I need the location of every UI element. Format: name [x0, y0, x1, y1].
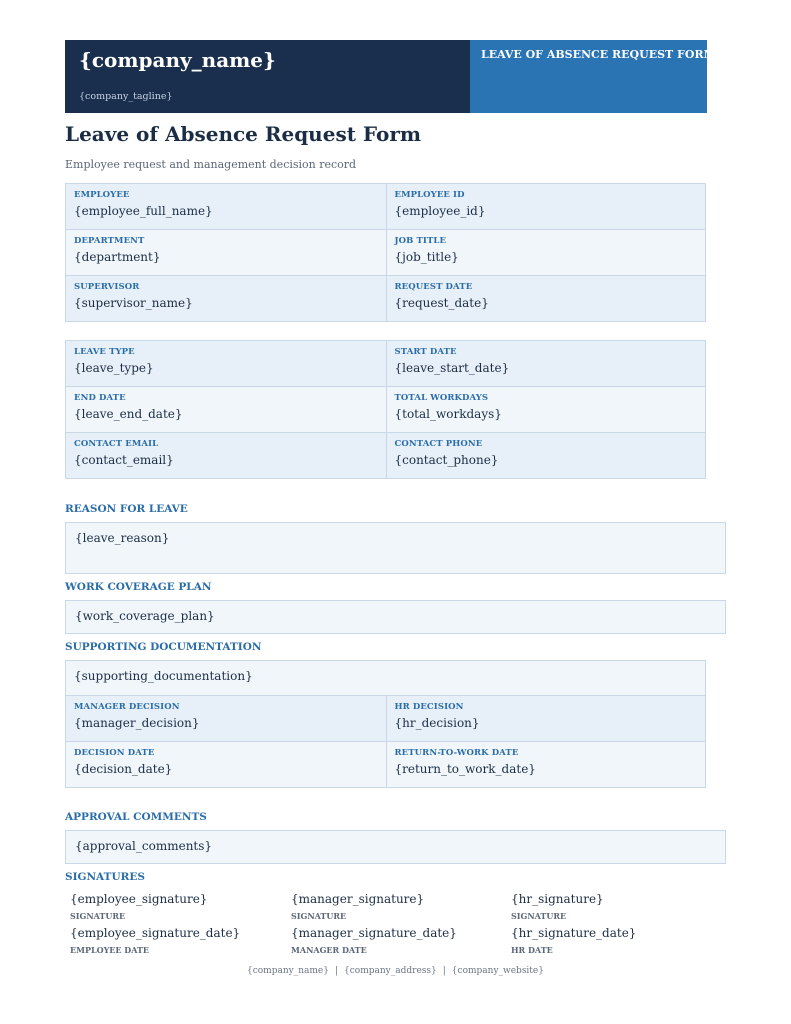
employee-cell [66, 184, 386, 229]
hr-signature-field[interactable]: {hr_signature} [511, 892, 604, 906]
grid-row [66, 386, 705, 432]
start-date-cell [386, 341, 706, 386]
start-date-field[interactable]: {leave_start_date} [394, 361, 510, 375]
form-label: LEAVE OF ABSENCE REQUEST FORM [481, 48, 716, 61]
decision-date-cell [66, 742, 386, 787]
manager-signature-field[interactable]: {manager_signature} [291, 892, 425, 906]
grid-row [66, 275, 705, 321]
request-date-field[interactable]: {request_date} [394, 296, 489, 310]
total-workdays-cell [386, 387, 706, 432]
contact-phone-field[interactable]: {contact_phone} [394, 453, 499, 467]
manager-decision-cell [66, 696, 386, 741]
signature-label: SIGNATURE [70, 911, 126, 921]
employee-id-field[interactable]: {employee_id} [394, 204, 486, 218]
hr-signature-date-field[interactable]: {hr_signature_date} [511, 926, 637, 940]
field-label: DECISION DATE [74, 748, 155, 758]
employee-date-label: EMPLOYEE DATE [70, 945, 150, 955]
job-title-field[interactable]: {job_title} [394, 250, 459, 264]
manager-signature-date-field[interactable]: {manager_signature_date} [291, 926, 457, 940]
field-label: SUPERVISOR [74, 282, 140, 292]
coverage-field[interactable]: {work_coverage_plan} [65, 600, 726, 634]
footer-company-address: {company_address} [344, 966, 437, 976]
grid-row [66, 184, 705, 229]
field-label: REQUEST DATE [394, 282, 473, 292]
header-form-label-block [470, 40, 716, 113]
hr-date-label: HR DATE [511, 945, 553, 955]
coverage-heading: WORK COVERAGE PLAN [65, 581, 212, 593]
department-cell [66, 230, 386, 275]
page-footer [0, 966, 791, 976]
employee-signature-date-field[interactable]: {employee_signature_date} [70, 926, 241, 940]
field-label: DEPARTMENT [74, 236, 145, 246]
reason-heading: REASON FOR LEAVE [65, 503, 188, 515]
company-tagline: {company_tagline} [79, 91, 173, 102]
manager-date-label: MANAGER DATE [291, 945, 367, 955]
page-subtitle: Employee request and management decision record [65, 158, 357, 171]
signature-label: SIGNATURE [291, 911, 347, 921]
department-field[interactable]: {department} [74, 250, 161, 264]
total-workdays-field[interactable]: {total_workdays} [394, 407, 502, 421]
supervisor-field[interactable]: {supervisor_name} [74, 296, 193, 310]
field-label: START DATE [394, 347, 457, 357]
grid-row [66, 695, 705, 741]
footer-separator: | [442, 966, 446, 976]
grid-row [66, 741, 705, 787]
footer-company-website: {company_website} [451, 966, 544, 976]
header-company-block [65, 40, 470, 113]
approval-comments-field[interactable]: {approval_comments} [65, 830, 726, 864]
field-label: RETURN-TO-WORK DATE [394, 748, 519, 758]
field-label: EMPLOYEE [74, 190, 130, 200]
documentation-field[interactable]: {supporting_documentation} [66, 661, 705, 695]
hr-decision-cell [386, 696, 706, 741]
end-date-cell [66, 387, 386, 432]
leave-info-grid [65, 340, 706, 479]
reason-field[interactable]: {leave_reason} [65, 522, 726, 574]
documentation-heading: SUPPORTING DOCUMENTATION [65, 641, 262, 653]
manager-decision-field[interactable]: {manager_decision} [74, 716, 200, 730]
field-label: MANAGER DECISION [74, 702, 180, 712]
footer-company-name: {company_name} [247, 966, 329, 976]
job-title-cell [386, 230, 706, 275]
field-label: EMPLOYEE ID [394, 190, 465, 200]
approval-heading: APPROVAL COMMENTS [65, 811, 207, 823]
grid-row [66, 341, 705, 386]
page-title: Leave of Absence Request Form [65, 122, 422, 146]
employee-field[interactable]: {employee_full_name} [74, 204, 213, 218]
field-label: TOTAL WORKDAYS [394, 393, 489, 403]
field-label: LEAVE TYPE [74, 347, 135, 357]
decision-grid [65, 660, 706, 788]
contact-email-field[interactable]: {contact_email} [74, 453, 174, 467]
field-label: CONTACT EMAIL [74, 439, 159, 449]
signature-label: SIGNATURE [511, 911, 567, 921]
field-label: JOB TITLE [394, 236, 447, 246]
grid-row [66, 229, 705, 275]
leave-type-field[interactable]: {leave_type} [74, 361, 154, 375]
field-label: HR DECISION [394, 702, 464, 712]
footer-separator: | [334, 966, 339, 976]
grid-row [66, 432, 705, 478]
end-date-field[interactable]: {leave_end_date} [74, 407, 183, 421]
hr-decision-field[interactable]: {hr_decision} [394, 716, 480, 730]
company-name: {company_name} [79, 48, 276, 72]
return-to-work-date-field[interactable]: {return_to_work_date} [394, 762, 536, 776]
signatures-heading: SIGNATURES [65, 871, 145, 883]
header-banner [65, 40, 716, 113]
leave-type-cell [66, 341, 386, 386]
decision-date-field[interactable]: {decision_date} [74, 762, 173, 776]
field-label: END DATE [74, 393, 126, 403]
employee-id-cell [386, 184, 706, 229]
employee-info-grid [65, 183, 706, 322]
field-label: CONTACT PHONE [394, 439, 483, 449]
request-date-cell [386, 276, 706, 321]
contact-email-cell [66, 433, 386, 478]
contact-phone-cell [386, 433, 706, 478]
return-to-work-date-cell [386, 742, 706, 787]
supervisor-cell [66, 276, 386, 321]
employee-signature-field[interactable]: {employee_signature} [70, 892, 208, 906]
